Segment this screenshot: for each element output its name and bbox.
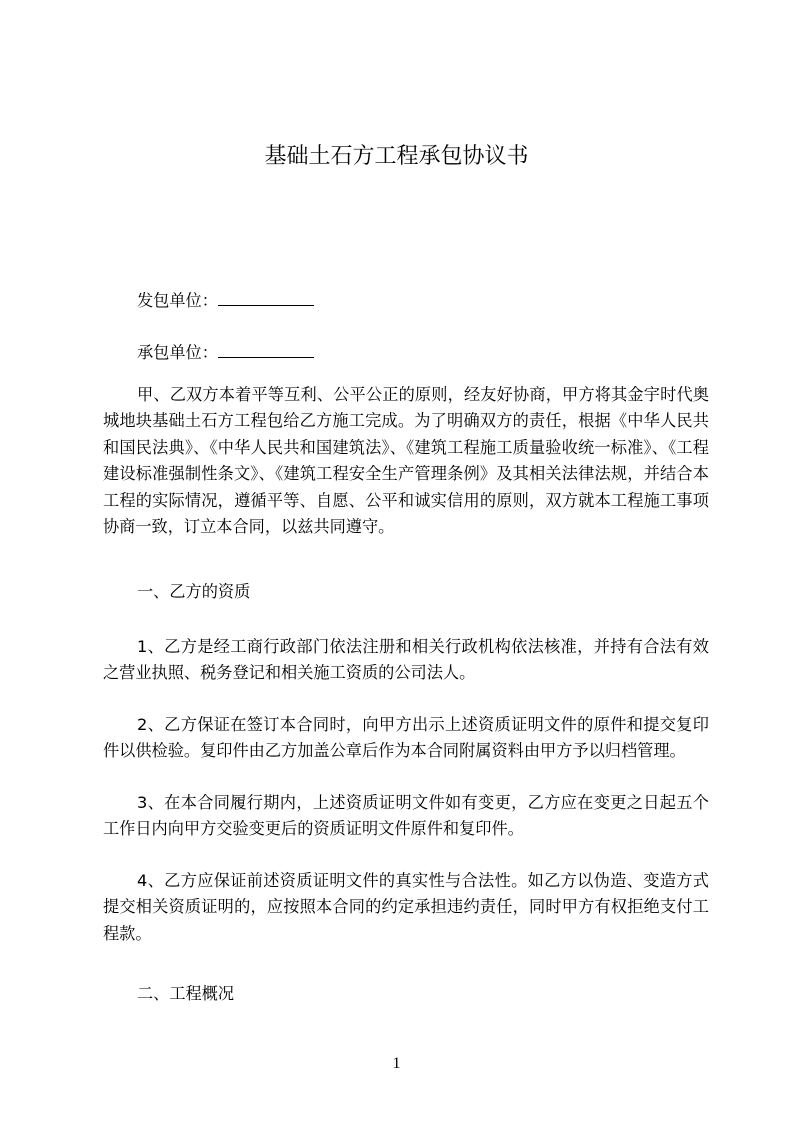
document-title: 基础土石方工程承包协议书 (264, 144, 529, 169)
contractor-field (137, 339, 314, 366)
clause-3: 3、在本合同履行期内，上述资质证明文件如有变更，乙方应在变更之日起五个工作日内向甲方交验变更后的资质证明文件原件和复印件。 (103, 793, 709, 839)
contractor-label: 承包单位： (137, 343, 218, 362)
page-number: 1 (392, 1055, 401, 1072)
clause-1: 1、乙方是经工商行政部门依法注册和相关行政机构依法核准，并持有合法有效之营业执照、税务登记和相关施工资质的公司法人。 (103, 637, 709, 683)
section-1-heading: 一、乙方的资质 (137, 582, 251, 601)
employer-label: 发包单位： (137, 291, 218, 310)
section-2-heading: 二、工程概况 (137, 984, 235, 1003)
employer-field (137, 287, 314, 314)
contractor-blank (218, 339, 314, 358)
preamble-paragraph: 甲、乙双方本着平等互利、公平公正的原则，经友好协商，甲方将其金宇时代奥城地块基础土石方工程包给乙方施工完成。为了明确双方的责任，根据《中华人民共和国民法典》、《中华人民共和国建筑法》、《建筑工程施工质量验收统一标准》、《工程建设标准强制性条文》、《建筑工程安全生产管理条例》及其相关法律法规，并结合本工程的实际情况，遵循平等、自愿、公平和诚实信用的原则，双方就本工程施工事项协商一致，订立本合同，以兹共同遵守。 (103, 385, 709, 537)
employer-blank (218, 287, 314, 306)
clause-2: 2、乙方保证在签订本合同时，向甲方出示上述资质证明文件的原件和提交复印件以供检验。复印件由乙方加盖公章后作为本合同附属资料由甲方予以归档管理。 (103, 715, 709, 761)
clause-4: 4、乙方应保证前述资质证明文件的真实性与合法性。如乙方以伪造、变造方式提交相关资质证明的，应按照本合同的约定承担违约责任，同时甲方有权拒绝支付工程款。 (103, 871, 709, 943)
